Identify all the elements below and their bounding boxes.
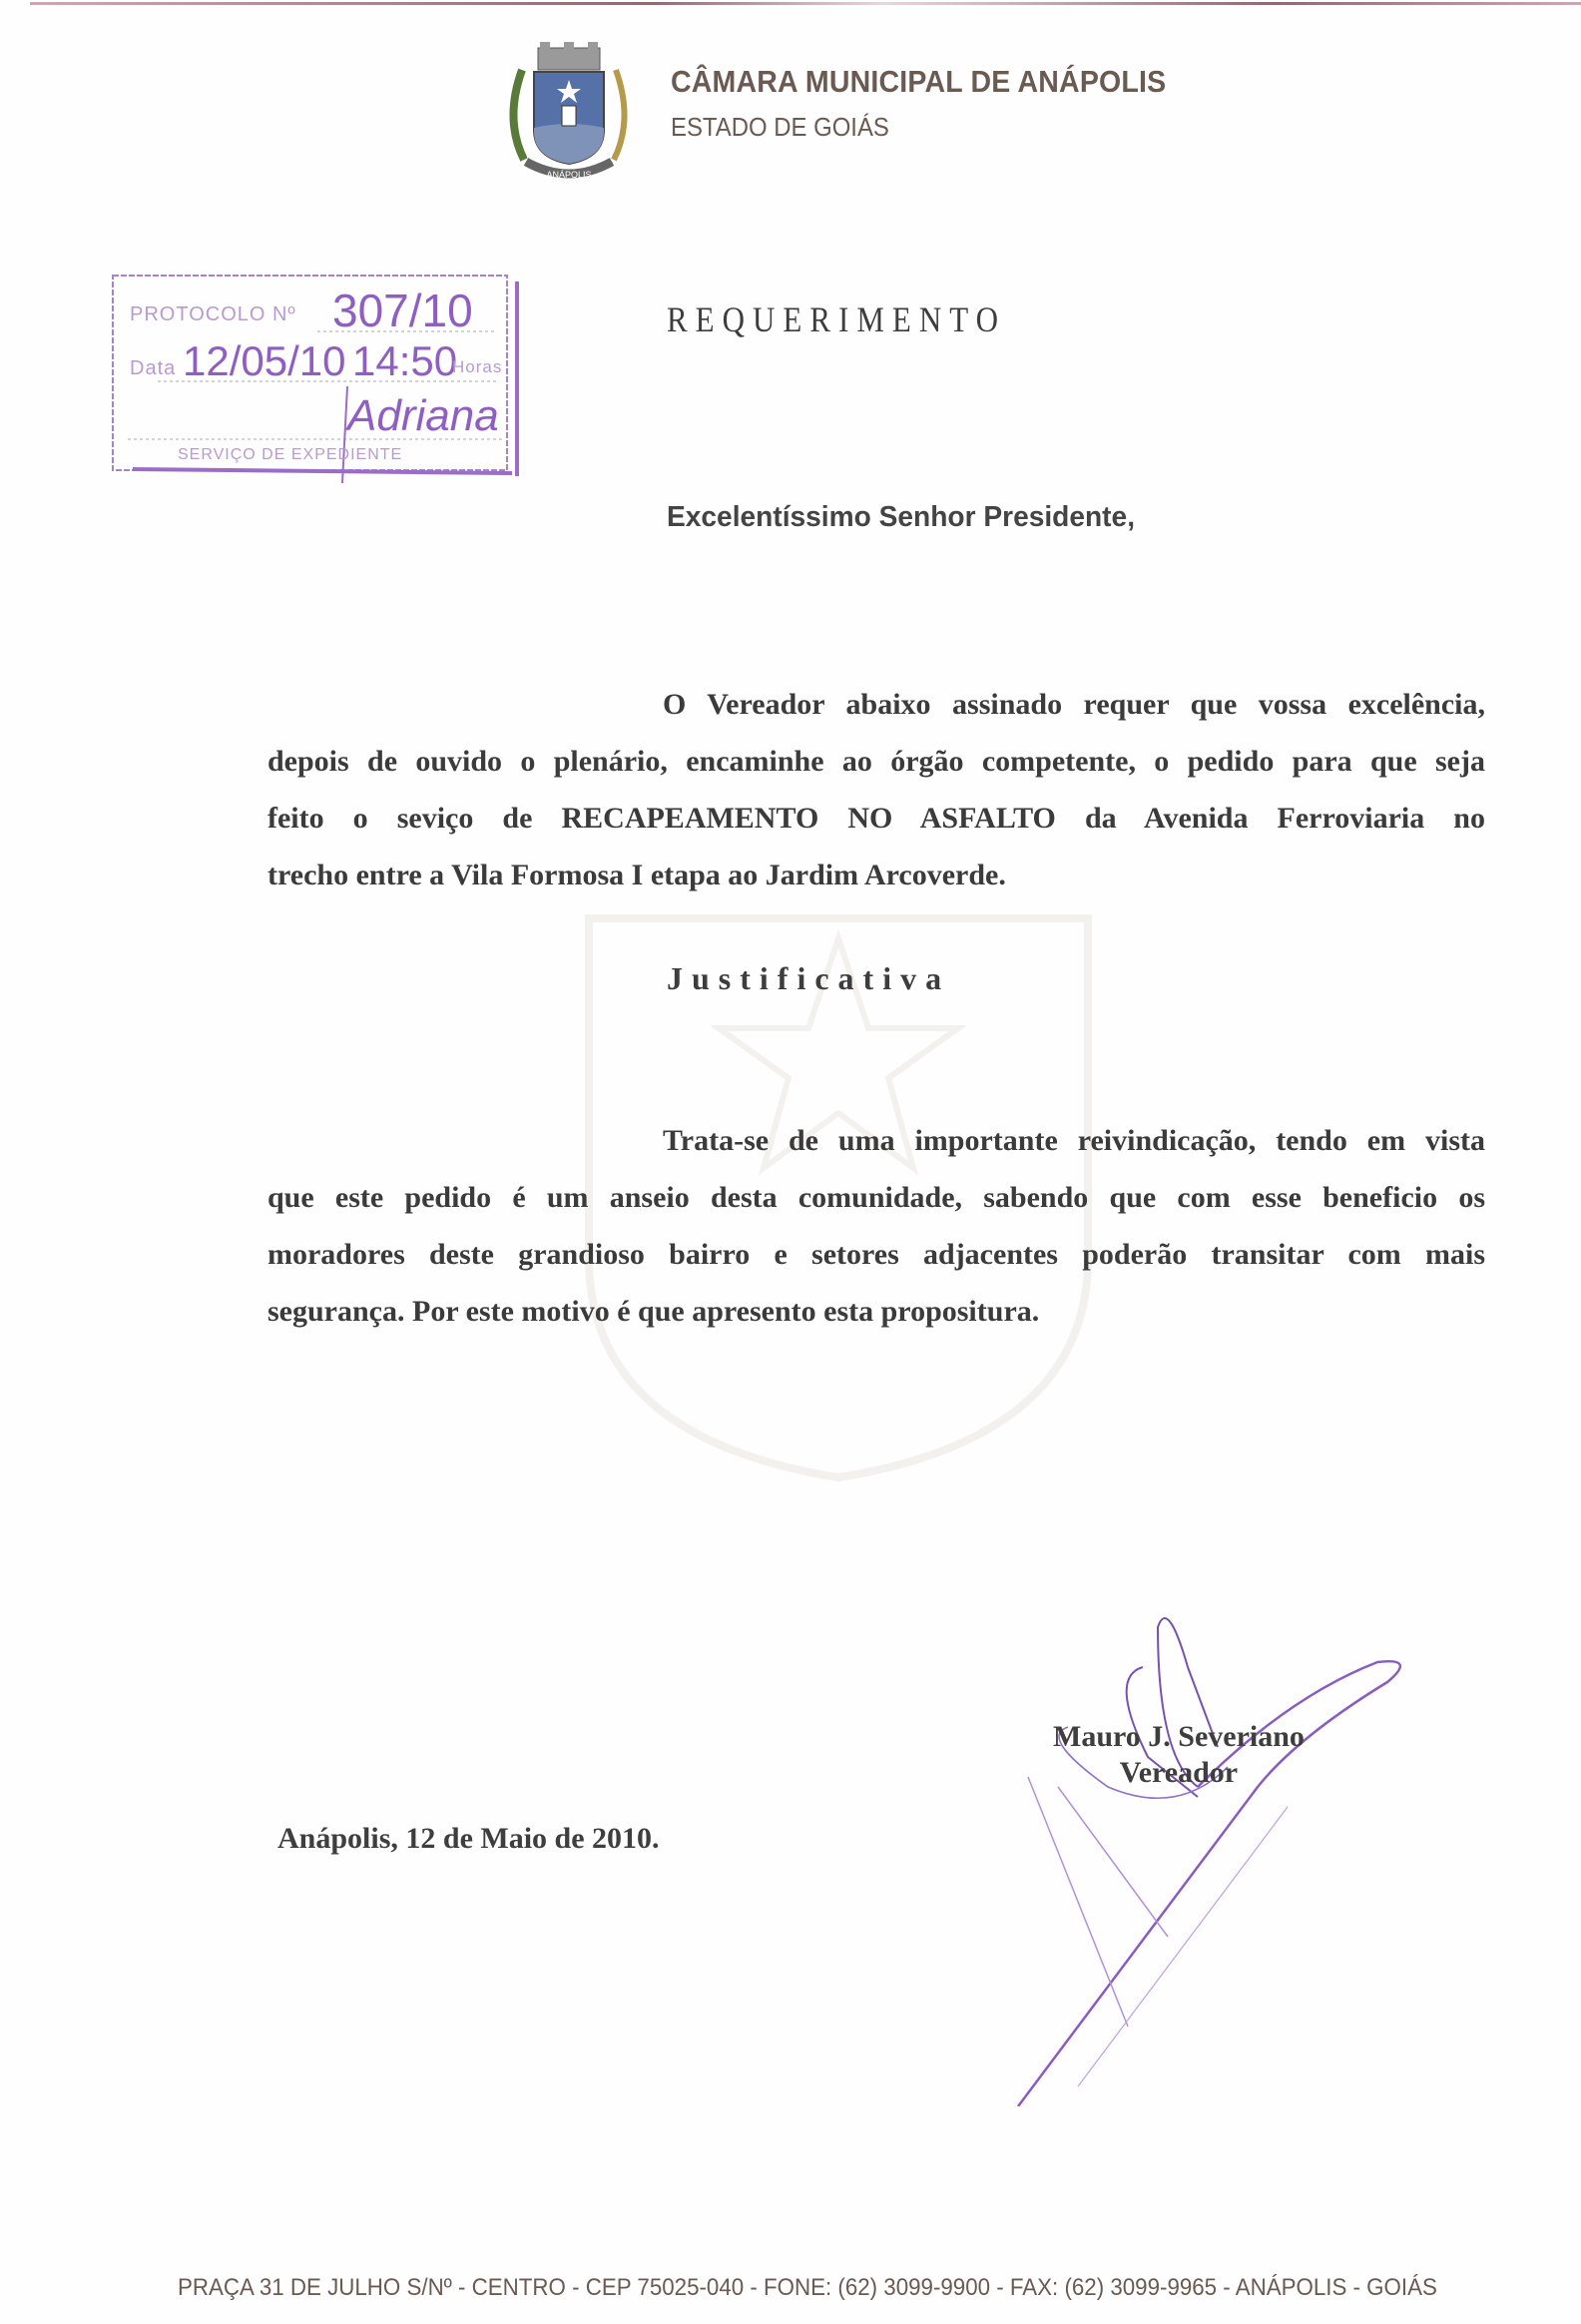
document-title: REQUERIMENTO [667,299,1006,340]
justification-line: Trata-se de uma importante reivindicação, tendo em vista [663,1124,1485,1157]
justification-line: segurança. Por este motivo é que apresento esta propositura. [267,1295,1040,1328]
stamp-date-label: Data [130,357,177,379]
organization-state: ESTADO DE GOIÁS [671,112,889,142]
stamp-protocol-label: PROTOCOLO Nº [130,303,296,325]
signer-name: Mauro J. Severiano [1053,1720,1305,1753]
stamp-hours-label: Horas [452,357,503,376]
justification-title: Justificativa [667,960,951,996]
organization-name: CÂMARA MUNICIPAL DE ANÁPOLIS [671,64,1167,99]
crest-ribbon-text: ANÁPOLIS [546,170,592,180]
stamp-protocol-number: 307/10 [332,285,473,336]
handwritten-signature [958,1587,1427,2106]
top-border-rule [30,2,1581,5]
stamp-time-value: 14:50 [352,337,458,384]
justification-line: que este pedido é um anseio desta comunidade, sabendo que com esse beneficio os [267,1181,1485,1214]
protocol-stamp [108,262,527,483]
request-line: O Vereador abaixo assinado requer que vossa excelência, [663,688,1485,721]
request-line: feito o seviço de RECAPEAMENTO NO ASFALTO da Avenida Ferroviaria no [267,802,1485,835]
stamp-received-by-signature: Adriana [347,391,499,440]
signer-role: Vereador [1119,1756,1239,1789]
footer-address: PRAÇA 31 DE JULHO S/Nº - CENTRO - CEP 75025-040 - FONE: (62) 3099-9900 - FAX: (62) 3099-9965 - ANÁPOLIS - GOIÁS [178,2274,1437,2301]
request-paragraph [267,676,1485,903]
stamp-department: SERVIÇO DE EXPEDIENTE [178,446,403,463]
request-line: depois de ouvido o plenário, encaminhe ao órgão competente, o pedido para que seja [267,745,1485,778]
municipal-crest-logo [504,40,634,190]
justification-paragraph [267,1112,1485,1340]
place-and-date: Anápolis, 12 de Maio de 2010. [277,1822,660,1855]
justification-line: moradores deste grandioso bairro e setores adjacentes poderão transitar com mais [267,1238,1485,1271]
request-line: trecho entre a Vila Formosa I etapa ao Jardim Arcoverde. [267,859,1006,891]
stamp-date-value: 12/05/10 [183,337,346,384]
salutation: Excelentíssimo Senhor Presidente, [667,501,1136,533]
signer-block [1053,1719,1305,1791]
